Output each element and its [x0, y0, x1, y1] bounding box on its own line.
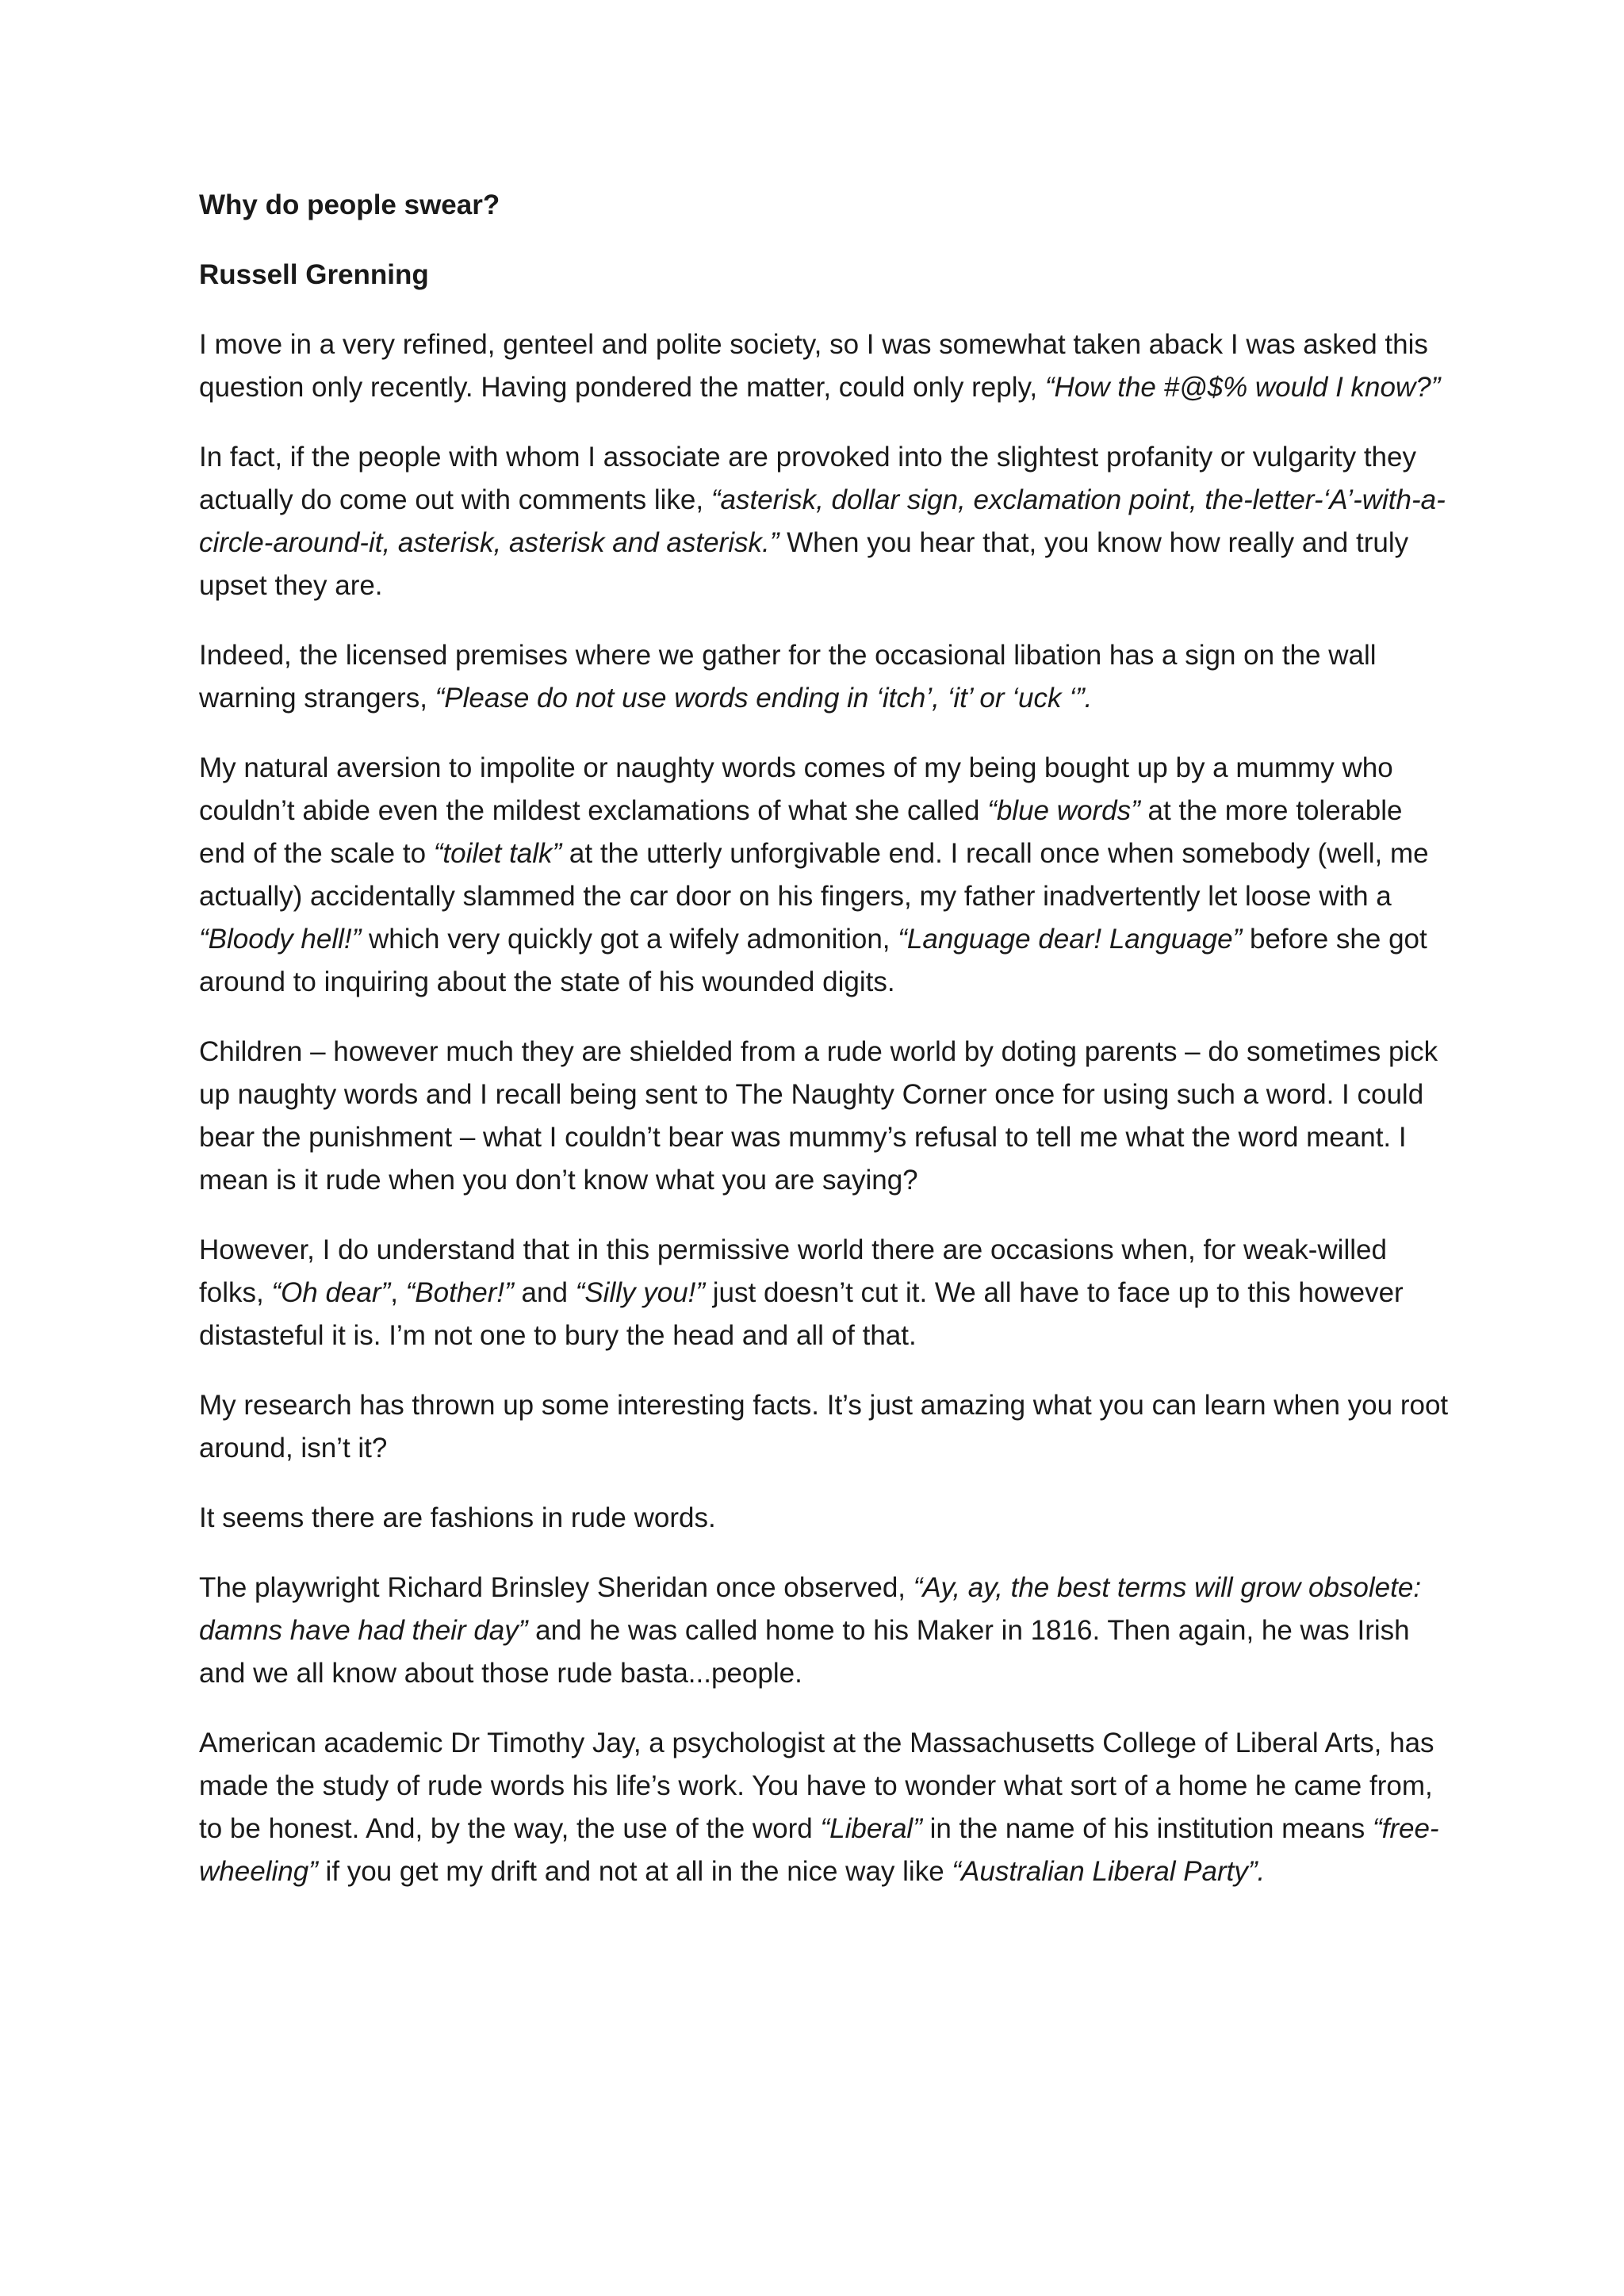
paragraph [199, 1567, 1452, 1695]
text-run: Indeed, the licensed premises where we gather for the occasional libation has a sign on the wall warning strangers, [199, 640, 1377, 714]
paragraph [199, 1031, 1452, 1202]
text-run: and he was called home to his Maker in 1816. Then again, he was Irish and we all know about those rude basta...people. [199, 1615, 1410, 1689]
paragraph [199, 1722, 1452, 1893]
text-run: Children – however much they are shielded from a rude world by doting parents – do sometimes pick up naughty words and I recall being sent to The Naughty Corner once for using such a word. I could bear the punishment – what I couldn’t bear was mummy’s refusal to tell me what the word meant. I mean is it rude when you don’t know what you are saying? [199, 1036, 1438, 1196]
text-run: and [513, 1277, 576, 1308]
italic-quote: “Please do not use words ending in ‘itch’, ‘it’ or ‘uck ‘”. [435, 683, 1093, 714]
text-run: I move in a very refined, genteel and polite society, so I was somewhat taken aback I was asked this question only recently. Having pondered the matter, could only reply, [199, 329, 1428, 403]
text-run: My natural aversion to impolite or naughty words comes of my being bought up by a mummy who couldn’t abide even the mildest exclamations of what she called [199, 752, 1393, 826]
italic-quote: “free-wheeling” [199, 1813, 1439, 1887]
text-run: at the utterly unforgivable end. I recall once when somebody (well, me actually) accidentally slammed the car door on his fingers, my father inadvertently let loose with a [199, 838, 1429, 912]
text-run: In fact, if the people with whom I associate are provoked into the slightest profanity or vulgarity they actually do come out with comments like, [199, 442, 1416, 515]
italic-quote: “blue words” [987, 795, 1140, 826]
italic-quote: “toilet talk” [433, 838, 562, 869]
paragraph [199, 1229, 1452, 1357]
italic-quote: “Bloody hell!” [199, 924, 362, 955]
italic-quote: “Bother!” [405, 1277, 514, 1308]
text-run: if you get my drift and not at all in the nice way like [317, 1856, 952, 1887]
document-title: Why do people swear? [199, 189, 500, 220]
paragraph [199, 436, 1452, 607]
text-run: When you hear that, you know how really and truly upset they are. [199, 527, 1409, 601]
paragraph [199, 1497, 1452, 1540]
italic-quote: “Ay, ay, the best terms will grow obsolete: damns have had their day” [199, 1572, 1422, 1646]
italic-quote: “How the #@$% would I know?” [1044, 372, 1441, 403]
text-run: My research has thrown up some interesting facts. It’s just amazing what you can learn when you root around, isn’t it? [199, 1390, 1449, 1464]
paragraph [199, 747, 1452, 1004]
text-run: However, I do understand that in this permissive world there are occasions when, for weak-willed folks, [199, 1234, 1387, 1308]
paragraph [199, 1384, 1452, 1470]
text-run: which very quickly got a wifely admonition, [361, 924, 898, 955]
text-run: just doesn’t cut it. We all have to face up to this however distasteful it is. I’m not one to bury the head and all of that. [199, 1277, 1404, 1351]
italic-quote: “Silly you!” [575, 1277, 706, 1308]
italic-quote: “Australian Liberal Party”. [952, 1856, 1266, 1887]
text-run: before she got around to inquiring about the state of his wounded digits. [199, 924, 1427, 997]
italic-quote: “asterisk, dollar sign, exclamation point, the-letter-‘A’-with-a-circle-around-it, asterisk, asterisk and asterisk.” [199, 484, 1446, 558]
italic-quote: “Oh dear” [271, 1277, 391, 1308]
text-run: The playwright Richard Brinsley Sheridan once observed, [199, 1572, 914, 1603]
text-run: It seems there are fashions in rude words. [199, 1502, 716, 1533]
document-page [199, 184, 1452, 1920]
text-run: at the more tolerable end of the scale to [199, 795, 1403, 869]
text-run: in the name of his institution means [921, 1813, 1373, 1844]
document-author: Russell Grenning [199, 259, 429, 290]
italic-quote: “Liberal” [820, 1813, 922, 1844]
document-body [199, 323, 1452, 1893]
paragraph [199, 634, 1452, 720]
text-run: American academic Dr Timothy Jay, a psychologist at the Massachusetts College of Liberal Arts, has made the study of rude words his life’s work. You have to wonder what sort of a home he came from, to be honest. And, by the way, the use of the word [199, 1728, 1434, 1844]
italic-quote: “Language dear! Language” [898, 924, 1243, 955]
paragraph [199, 323, 1452, 409]
text-run: , [390, 1277, 406, 1308]
